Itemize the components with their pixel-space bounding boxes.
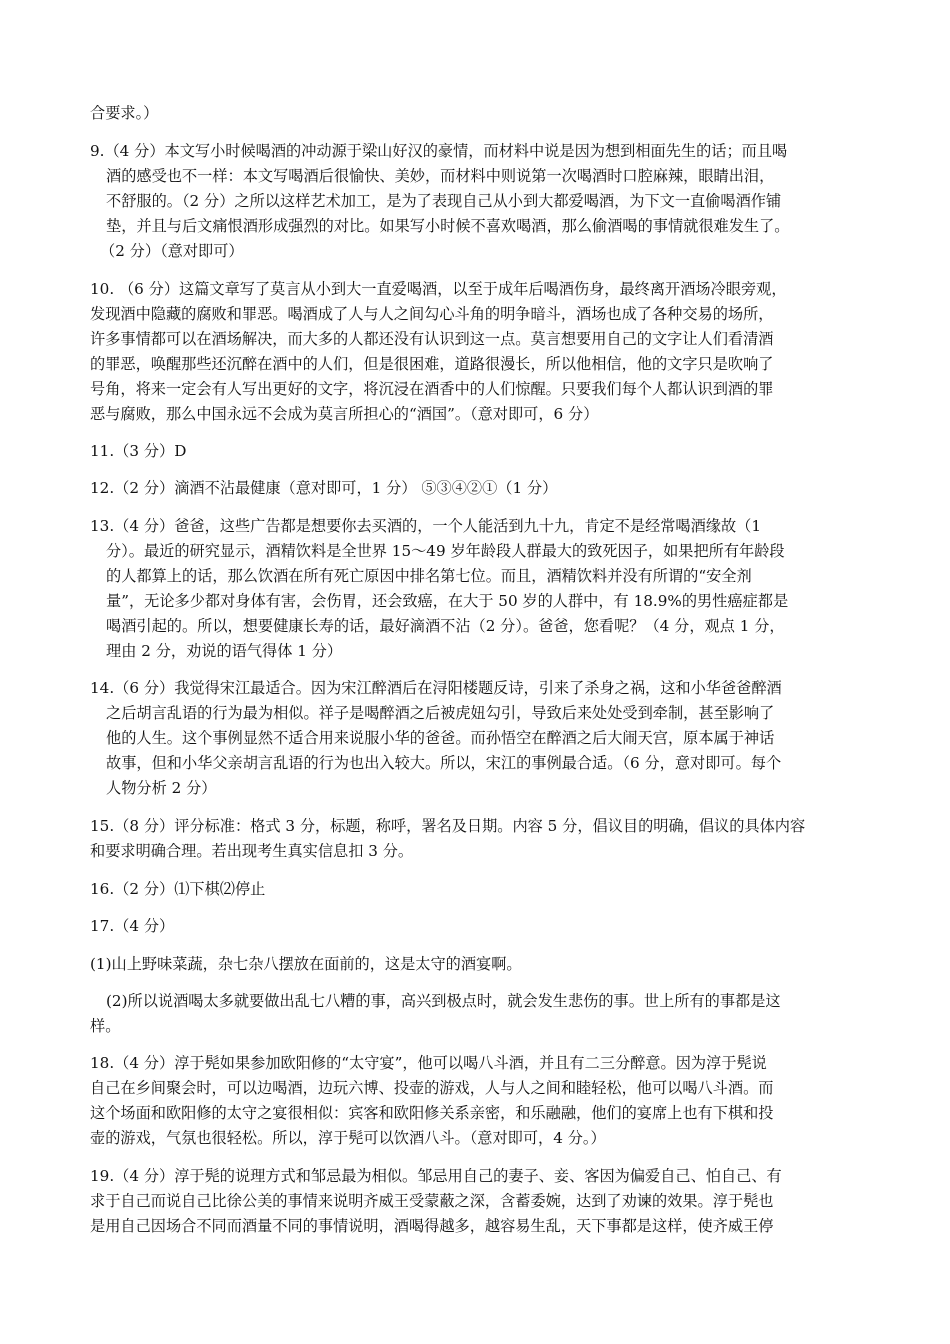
text-line: 13.（4 分）爸爸，这些广告都是想要你去买酒的，一个人能活到九十九，肯定不是经常喝酒缘故（1: [90, 517, 761, 535]
text-line: 15.（8 分）评分标准：格式 3 分，标题，称呼，署名及日期。内容 5 分，倡议目的明确，倡议的具体内容: [90, 817, 806, 835]
text-line: 的罪恶，唤醒那些还沉醉在酒中的人们，但是很困难，道路很漫长，所以他相信，他的文字只是吹响了: [90, 355, 774, 373]
text-line: 的人都算上的话，那么饮酒在所有死亡原因中排名第七位。而且，酒精饮料并没有所谓的“安全剂: [106, 567, 752, 585]
text-line: 11.（3 分）D: [90, 442, 187, 460]
text-line: 他的人生。这个事例显然不适合用来说服小华的爸爸。而孙悟空在醉酒之后大闹天宫，原本属于神话: [106, 729, 775, 747]
text-line: 这个场面和欧阳修的太守之宴很相似：宾客和欧阳修关系亲密，和乐融融，他们的宴席上也有下棋和投: [90, 1104, 774, 1122]
text-line: 12.（2 分）滴酒不沾最健康（意对即可，1 分） ⑤③④②①（1 分）: [90, 479, 558, 497]
text-line: 17.（4 分）: [90, 917, 175, 935]
text-line: 10. （6 分）这篇文章写了莫言从小到大一直爱喝酒，以至于成年后喝酒伤身，最终离开酒场冷眼旁观，: [90, 280, 787, 298]
text-line: 和要求明确合理。若出现考生真实信息扣 3 分。: [90, 842, 414, 860]
text-line: (1)山上野味菜蔬，杂七杂八摆放在面前的，这是太守的酒宴啊。: [90, 955, 522, 973]
text-line: 垫，并且与后文痛恨酒形成强烈的对比。如果写小时候不喜欢喝酒，那么偷酒喝的事情就很难发生了。: [106, 217, 790, 235]
text-line: 16.（2 分）⑴下棋⑵停止: [90, 880, 266, 898]
text-line: 酒的感受也不一样：本文写喝酒后很愉快、美妙，而材料中则说第一次喝酒时口腔麻辣，眼睛出泪，: [106, 167, 775, 185]
text-line: 故事，但和小华父亲胡言乱语的行为也出入较大。所以，宋江的事例最合适。（6 分，意对即可。每个: [106, 754, 782, 772]
text-line: 理由 2 分，劝说的语气得体 1 分）: [106, 642, 343, 660]
text-line: 14.（6 分）我觉得宋江最适合。因为宋江醉酒后在浔阳楼题反诗，引来了杀身之祸，这和小华爸爸醉酒: [90, 679, 782, 697]
text-line: 发现酒中隐藏的腐败和罪恶。喝酒成了人与人之间勾心斗角的明争暗斗，酒场也成了各种交易的场所，: [90, 305, 774, 323]
text-line: 样。: [90, 1017, 121, 1035]
text-line: 号角，将来一定会有人写出更好的文字，将沉浸在酒香中的人们惊醒。只要我们每个人都认识到酒的罪: [90, 380, 774, 398]
text-line: 壶的游戏，气氛也很轻松。所以，淳于髡可以饮酒八斗。（意对即可，4 分。）: [90, 1129, 606, 1147]
text-line: 19.（4 分）淳于髡的说理方式和邹忌最为相似。邹忌用自己的妻子、妾、客因为偏爱自己、怕自己、有: [90, 1167, 782, 1185]
text-line: 之后胡言乱语的行为最为相似。祥子是喝醉酒之后被虎妞勾引，导致后来处处受到牵制，甚至影响了: [106, 704, 775, 722]
text-line: 分）。最近的研究显示，酒精饮料是全世界 15～49 岁年龄段人群最大的致死因子，如果把所有年龄段: [106, 542, 785, 560]
text-line: 18.（4 分）淳于髡如果参加欧阳修的“太守宴”，他可以喝八斗酒，并且有二三分醉意。因为淳于髡说: [90, 1054, 767, 1072]
text-line: 量”，无论多少都对身体有害，会伤胃，还会致癌，在大于 50 岁的人群中，有 18.9%的男性癌症都是: [106, 592, 789, 610]
text-line: 求于自己而说自己比徐公美的事情来说明齐威王受蒙蔽之深，含蓄委婉，达到了劝谏的效果。淳于髡也: [90, 1192, 774, 1210]
text-line: 喝酒引起的。所以，想要健康长寿的话，最好滴酒不沾（2 分）。爸爸，您看呢？（4 分，观点 1 分，: [106, 617, 785, 635]
text-line: 不舒服的。（2 分）之所以这样艺术加工，是为了表现自己从小到大都爱喝酒，为下文一直偷喝酒作铺: [106, 192, 782, 210]
text-line: 人物分析 2 分）: [106, 779, 217, 797]
text-line: （2 分）（意对即可）: [100, 242, 244, 260]
text-line: (2)所以说酒喝太多就要做出乱七八糟的事，高兴到极点时，就会发生悲伤的事。世上所有的事都是这: [106, 992, 781, 1010]
text-line: 自己在乡间聚会时，可以边喝酒，边玩六博、投壶的游戏，人与人之间和睦轻松，他可以喝八斗酒。而: [90, 1079, 774, 1097]
text-line: 恶与腐败，那么中国永远不会成为莫言所担心的“酒国”。（意对即可，6 分）: [90, 405, 599, 423]
text-line: 9.（4 分）本文写小时候喝酒的冲动源于梁山好汉的豪情，而材料中说是因为想到相面先生的话；而且喝: [90, 142, 788, 160]
text-line: 许多事情都可以在酒场解决，而大多的人都还没有认识到这一点。莫言想要用自己的文字让人们看清酒: [90, 330, 774, 348]
text-line: 是用自己因场合不同而酒量不同的事情说明，酒喝得越多，越容易生乱，天下事都是这样，使齐威王停: [90, 1217, 774, 1235]
text-line: 合要求。）: [90, 104, 159, 122]
